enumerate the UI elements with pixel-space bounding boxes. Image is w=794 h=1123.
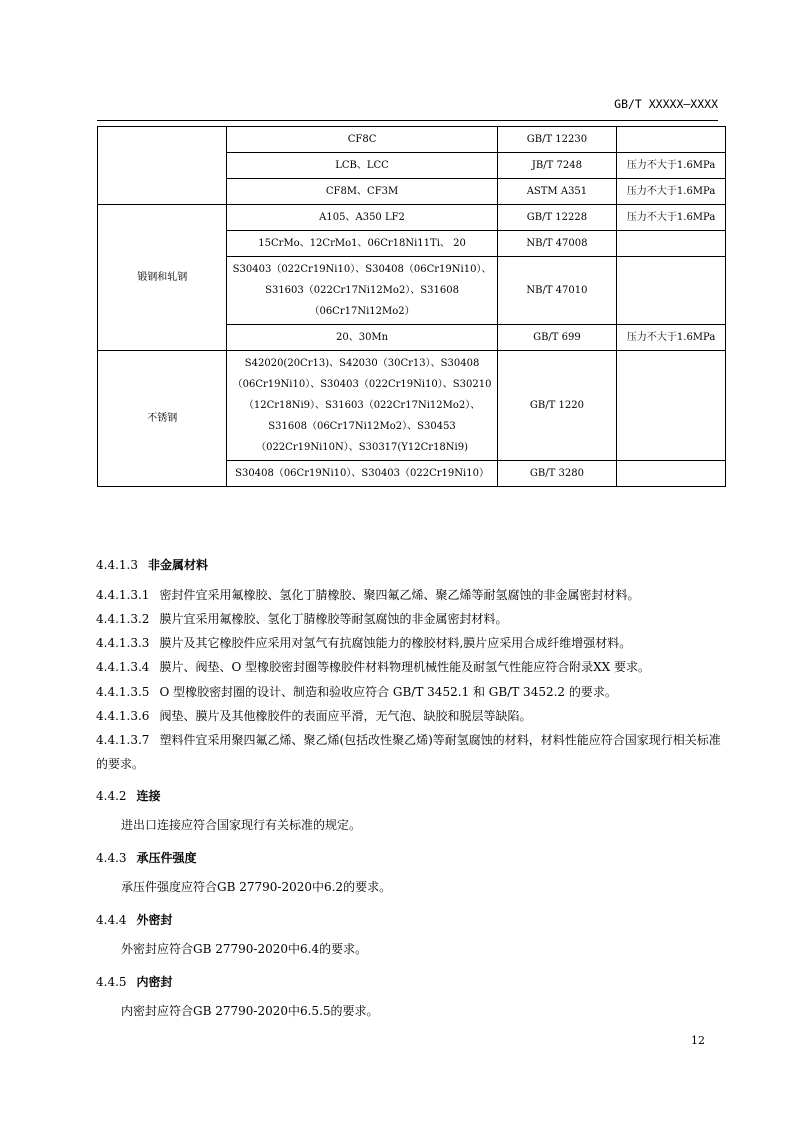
section-title: 承压件强度	[136, 851, 197, 865]
section-title: 非金属材料	[147, 558, 208, 572]
section-number: 4.4.4	[96, 913, 127, 927]
section-text-442: 进出口连接应符合国家现行有关标准的规定。	[121, 818, 362, 832]
note-cell	[617, 127, 726, 153]
section-heading-442	[96, 786, 161, 806]
material-cell: CF8C	[227, 127, 497, 153]
category-cell	[98, 127, 227, 205]
materials-table	[97, 126, 726, 487]
standard-cell: GB/T 12230	[497, 127, 617, 153]
note-cell	[617, 351, 726, 461]
clause-number: 4.4.1.3.4	[96, 660, 150, 674]
note-cell: 压力不大于1.6MPa	[617, 205, 726, 231]
note-cell: 压力不大于1.6MPa	[617, 179, 726, 205]
table-row	[98, 205, 726, 231]
section-title: 连接	[136, 789, 161, 803]
section-text-444: 外密封应符合GB 27790-2020中6.4的要求。	[121, 942, 368, 956]
note-cell	[617, 461, 726, 487]
table-row	[98, 351, 726, 461]
material-cell: S42020(20Cr13)、S42030（30Cr13）、S30408（06Cr19Ni10）、S30403（022Cr19Ni10）、S30210（12Cr18Ni9）、S31603（022Cr17Ni12Mo2）、S31608（06Cr17Ni12Mo2）、S30453（022Cr19Ni10N）、S30317(Y12Cr18Ni9)	[227, 351, 497, 461]
section-title: 外密封	[136, 913, 173, 927]
category-cell: 锻钢和轧钢	[98, 205, 227, 351]
category-cell: 不锈钢	[98, 351, 227, 487]
standard-cell: NB/T 47010	[497, 257, 617, 325]
standard-cell: GB/T 3280	[497, 461, 617, 487]
standard-cell: GB/T 699	[497, 325, 617, 351]
clause-text: 阀垫、膜片及其他橡胶件的表面应平滑，无气泡、缺胶和脱层等缺陷。	[159, 709, 532, 723]
clause-4413-4	[96, 656, 730, 680]
section-number: 4.4.2	[96, 789, 127, 803]
note-cell: 压力不大于1.6MPa	[617, 153, 726, 179]
standard-cell: GB/T 1220	[497, 351, 617, 461]
material-cell: A105、A350 LF2	[227, 205, 497, 231]
clause-text: 膜片、阀垫、O 型橡胶密封圈等橡胶件材料物理机械性能及耐氢气性能应符合附录XX 要求。	[159, 660, 650, 674]
clause-4413-5	[96, 681, 730, 705]
section-text-443: 承压件强度应符合GB 27790-2020中6.2的要求。	[121, 880, 392, 894]
clause-text: 密封件宜采用氟橡胶、氢化丁腈橡胶、聚四氟乙烯、聚乙烯等耐氢腐蚀的非金属密封材料。	[159, 588, 640, 602]
section-number: 4.4.1.3	[96, 558, 138, 572]
clause-text: 膜片宜采用氟橡胶、氢化丁腈橡胶等耐氢腐蚀的非金属密封材料。	[159, 612, 508, 626]
material-cell: 15CrMo、12CrMo1、06Cr18Ni11Ti、 20	[227, 231, 497, 257]
material-cell: S30408（06Cr19Ni10）、S30403（022Cr19Ni10）	[227, 461, 497, 487]
note-cell: 压力不大于1.6MPa	[617, 325, 726, 351]
page-number: 12	[691, 1034, 705, 1047]
clause-text: O 型橡胶密封圈的设计、制造和验收应符合 GB/T 3452.1 和 GB/T 3452.2 的要求。	[159, 685, 617, 699]
header-rule	[97, 120, 718, 121]
clause-number: 4.4.1.3.7	[96, 733, 150, 747]
section-title: 内密封	[136, 975, 173, 989]
material-cell: LCB、LCC	[227, 153, 497, 179]
clause-4413-1	[96, 584, 730, 608]
standard-cell: JB/T 7248	[497, 153, 617, 179]
standard-cell: NB/T 47008	[497, 231, 617, 257]
clause-number: 4.4.1.3.2	[96, 612, 150, 626]
clause-text: 塑料件宜采用聚四氟乙烯、聚乙烯(包括改性聚乙烯)等耐氢腐蚀的材料，材料性能应符合国家现行相关标准的要求。	[96, 733, 721, 771]
note-cell	[617, 231, 726, 257]
section-heading-445	[96, 972, 173, 992]
clause-number: 4.4.1.3.1	[96, 588, 150, 602]
clause-text: 膜片及其它橡胶件应采用对氢气有抗腐蚀能力的橡胶材料,膜片应采用合成纤维增强材料。	[159, 636, 632, 650]
clause-4413-2	[96, 608, 730, 632]
section-heading-4413	[96, 555, 208, 575]
section-number: 4.4.5	[96, 975, 127, 989]
material-cell: S30403（022Cr19Ni10）、S30408（06Cr19Ni10）、S31603（022Cr17Ni12Mo2）、S31608（06Cr17Ni12Mo2）	[227, 257, 497, 325]
note-cell	[617, 257, 726, 325]
standard-code: GB/T XXXXX—XXXX	[614, 97, 718, 111]
clause-number: 4.4.1.3.3	[96, 636, 150, 650]
section-heading-443	[96, 848, 197, 868]
section-text-445: 内密封应符合GB 27790-2020中6.5.5的要求。	[121, 1004, 379, 1018]
material-cell: CF8M、CF3M	[227, 179, 497, 205]
table-row	[98, 127, 726, 153]
standard-cell: GB/T 12228	[497, 205, 617, 231]
clause-4413-7	[96, 729, 730, 776]
clause-number: 4.4.1.3.6	[96, 709, 150, 723]
material-cell: 20、30Mn	[227, 325, 497, 351]
clause-4413-6	[96, 705, 730, 729]
section-heading-444	[96, 910, 173, 930]
clause-number: 4.4.1.3.5	[96, 685, 150, 699]
section-number: 4.4.3	[96, 851, 127, 865]
clause-4413-3	[96, 632, 730, 656]
standard-cell: ASTM A351	[497, 179, 617, 205]
